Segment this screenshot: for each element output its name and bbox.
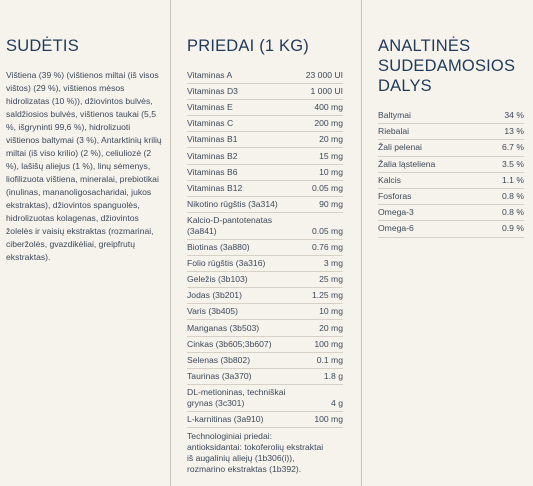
composition-title: SUDĖTIS xyxy=(6,37,79,55)
additive-divider xyxy=(187,411,343,412)
additive-row xyxy=(187,414,343,425)
additive-row xyxy=(187,323,343,334)
additive-value: 200 mg xyxy=(314,118,343,129)
additive-divider xyxy=(187,352,343,353)
additive-value: 20 mg xyxy=(319,322,343,333)
additive-value: 15 mg xyxy=(319,150,343,161)
analytical-row xyxy=(378,159,524,170)
analytical-value: 34 % xyxy=(504,110,524,120)
additive-divider xyxy=(187,255,343,256)
analytical-row xyxy=(378,191,524,202)
additive-divider xyxy=(187,164,343,165)
additive-value: 90 mg xyxy=(319,198,343,209)
additive-row xyxy=(187,199,343,210)
additive-divider xyxy=(187,427,343,428)
analytical-value: 6.7 % xyxy=(502,142,524,153)
analytical-name: Žalia ląsteliena xyxy=(378,158,436,169)
additive-name: Vitaminas B12 xyxy=(187,182,243,193)
additive-divider xyxy=(187,271,343,272)
additive-value: 1.8 g xyxy=(323,370,343,381)
analytical-value: 3.5 % xyxy=(502,158,524,169)
additive-divider xyxy=(187,336,343,337)
additive-value: 3 mg xyxy=(323,258,343,269)
additive-name: L-karnitinas (3a910) xyxy=(187,414,264,424)
additive-divider xyxy=(187,83,343,84)
additive-name: Vitaminas C xyxy=(187,118,234,129)
additive-divider xyxy=(187,180,343,181)
additive-divider xyxy=(187,239,343,240)
additive-divider xyxy=(187,303,343,304)
analytical-name: Riebalai xyxy=(378,126,410,137)
additive-row xyxy=(187,183,343,194)
additive-row xyxy=(187,306,343,317)
additive-value: 1.25 mg xyxy=(311,290,343,301)
additive-value: 100 mg xyxy=(314,414,343,424)
additive-name: Varis (3b405) xyxy=(187,306,238,317)
additive-row xyxy=(187,387,343,409)
analytical-row xyxy=(378,110,524,121)
analytical-divider xyxy=(378,156,524,157)
analytical-name: Omega-3 xyxy=(378,207,414,218)
analytical-name: Omega-6 xyxy=(378,223,414,234)
additive-value: 1 000 UI xyxy=(310,86,343,97)
analytical-row xyxy=(378,223,524,234)
additive-name: Jodas (3b201) xyxy=(187,290,242,301)
additive-row xyxy=(187,70,343,81)
additive-row xyxy=(187,134,343,145)
additive-name: Manganas (3b503) xyxy=(187,322,260,333)
additive-row xyxy=(187,242,343,253)
additive-value: 20 mg xyxy=(319,134,343,145)
additive-name: Geležis (3b103) xyxy=(187,274,248,285)
additive-value: 100 mg xyxy=(314,338,343,349)
additive-name: Vitaminas A xyxy=(187,70,233,80)
additive-divider xyxy=(187,115,343,116)
analytical-name: Žali pelenai xyxy=(378,142,422,153)
additive-divider xyxy=(187,99,343,100)
additive-value: 10 mg xyxy=(319,166,343,177)
additive-row xyxy=(187,167,343,178)
additive-divider xyxy=(187,319,343,320)
analytical-value: 0.8 % xyxy=(502,191,524,201)
additive-name: Vitaminas B6 xyxy=(187,166,238,177)
composition-text: Vištiena (39 %) (vištienos miltai (iš visos vištos) (29 %), vištienos mėsos hidrolizatas (10 %)), džiovintos bulvės, saldžiosios bulvės, vištienos taukai (5,5 %, išgryninti 99,6 %), hidrolizuoti vištienos baltymai (3 %), Antarktinių krilių miltai (iš viso krilio) (2 %), celiuliozė (2 %), lašišų aliejus (1 %), linų sėmenys, liofilizuota vištiena, mineralai, prebiotikai (inulinas, mananoligosacharidai, jukos ekstraktas), džiovintos spanguolės, hidrolizuotas kolagenas, džiovintos žolelės ir vaisių ekstraktas (rozmarinai, ciberžolės, gvazdikėliai, greipfrutų ekstraktas). xyxy=(6,70,162,262)
analytical-name: Fosforas xyxy=(378,191,412,201)
additive-value: 10 mg xyxy=(319,306,343,317)
analytical-divider xyxy=(378,123,524,124)
additive-divider xyxy=(187,384,343,385)
additive-name: Kalcio-D-pantotenatas (3a841) xyxy=(187,214,273,236)
additive-row xyxy=(187,102,343,113)
additive-value: 400 mg xyxy=(314,102,343,113)
analytical-name: Baltymai xyxy=(378,110,411,120)
additive-name: Folio rūgštis (3a316) xyxy=(187,258,266,269)
additive-row xyxy=(187,339,343,350)
additive-row xyxy=(187,118,343,129)
additive-name: Vitaminas E xyxy=(187,102,233,113)
additive-row xyxy=(187,151,343,162)
additive-divider xyxy=(187,287,343,288)
additive-value: 23 000 UI xyxy=(305,70,343,80)
additive-row xyxy=(187,371,343,382)
additive-divider xyxy=(187,212,343,213)
additive-row xyxy=(187,355,343,366)
additive-name: Selenas (3b802) xyxy=(187,354,251,365)
additive-divider xyxy=(187,196,343,197)
additive-name: Vitaminas B1 xyxy=(187,134,238,145)
analytical-divider xyxy=(378,139,524,140)
analytical-row xyxy=(378,175,524,186)
additive-name: Vitaminas B2 xyxy=(187,150,238,161)
analytical-value: 0.8 % xyxy=(502,207,524,218)
additive-divider xyxy=(187,131,343,132)
additive-row xyxy=(187,258,343,269)
analytical-divider xyxy=(378,172,524,173)
additive-name: Cinkas (3b605;3b607) xyxy=(187,338,272,349)
additive-name: DL-metioninas, techniškai grynas (3c301) xyxy=(187,386,286,408)
analytical-row xyxy=(378,126,524,137)
additives-title: PRIEDAI (1 KG) xyxy=(187,37,309,55)
analytical-title: ANALTINĖS SUDEDAMOSIOS DALYS xyxy=(378,37,516,95)
analytical-divider xyxy=(378,188,524,189)
additive-name: Taurinas (3a370) xyxy=(187,370,252,381)
additive-row xyxy=(187,86,343,97)
additive-value: 0.76 mg xyxy=(311,242,343,252)
analytical-divider xyxy=(378,220,524,221)
additive-name: Nikotino rūgštis (3a314) xyxy=(187,198,278,209)
additive-name: Vitaminas D3 xyxy=(187,86,238,97)
analytical-value: 0.9 % xyxy=(502,223,524,234)
additive-value: 25 mg xyxy=(319,274,343,285)
analytical-divider xyxy=(378,237,524,238)
column-divider-left xyxy=(170,0,171,486)
additive-divider xyxy=(187,147,343,148)
analytical-row xyxy=(378,142,524,153)
additives-note: Technologiniai priedai: antioksidantai: tokoferolių ekstraktai iš augalinių aliejų (1b306(i)), rozmarino ekstraktas (1b392). xyxy=(187,431,324,475)
analytical-divider xyxy=(378,204,524,205)
additive-value: 0.05 mg xyxy=(311,225,343,236)
additive-name: Biotinas (3a880) xyxy=(187,242,250,252)
additive-row xyxy=(187,274,343,285)
additive-divider xyxy=(187,368,343,369)
additive-value: 0.1 mg xyxy=(316,354,343,365)
additive-row xyxy=(187,290,343,301)
additive-value: 0.05 mg xyxy=(311,182,343,193)
analytical-value: 1.1 % xyxy=(502,174,524,185)
analytical-name: Kalcis xyxy=(378,174,401,185)
analytical-value: 13 % xyxy=(504,126,524,137)
additive-row xyxy=(187,215,343,237)
column-divider-right xyxy=(361,0,362,486)
additive-value: 4 g xyxy=(331,397,343,408)
analytical-row xyxy=(378,207,524,218)
